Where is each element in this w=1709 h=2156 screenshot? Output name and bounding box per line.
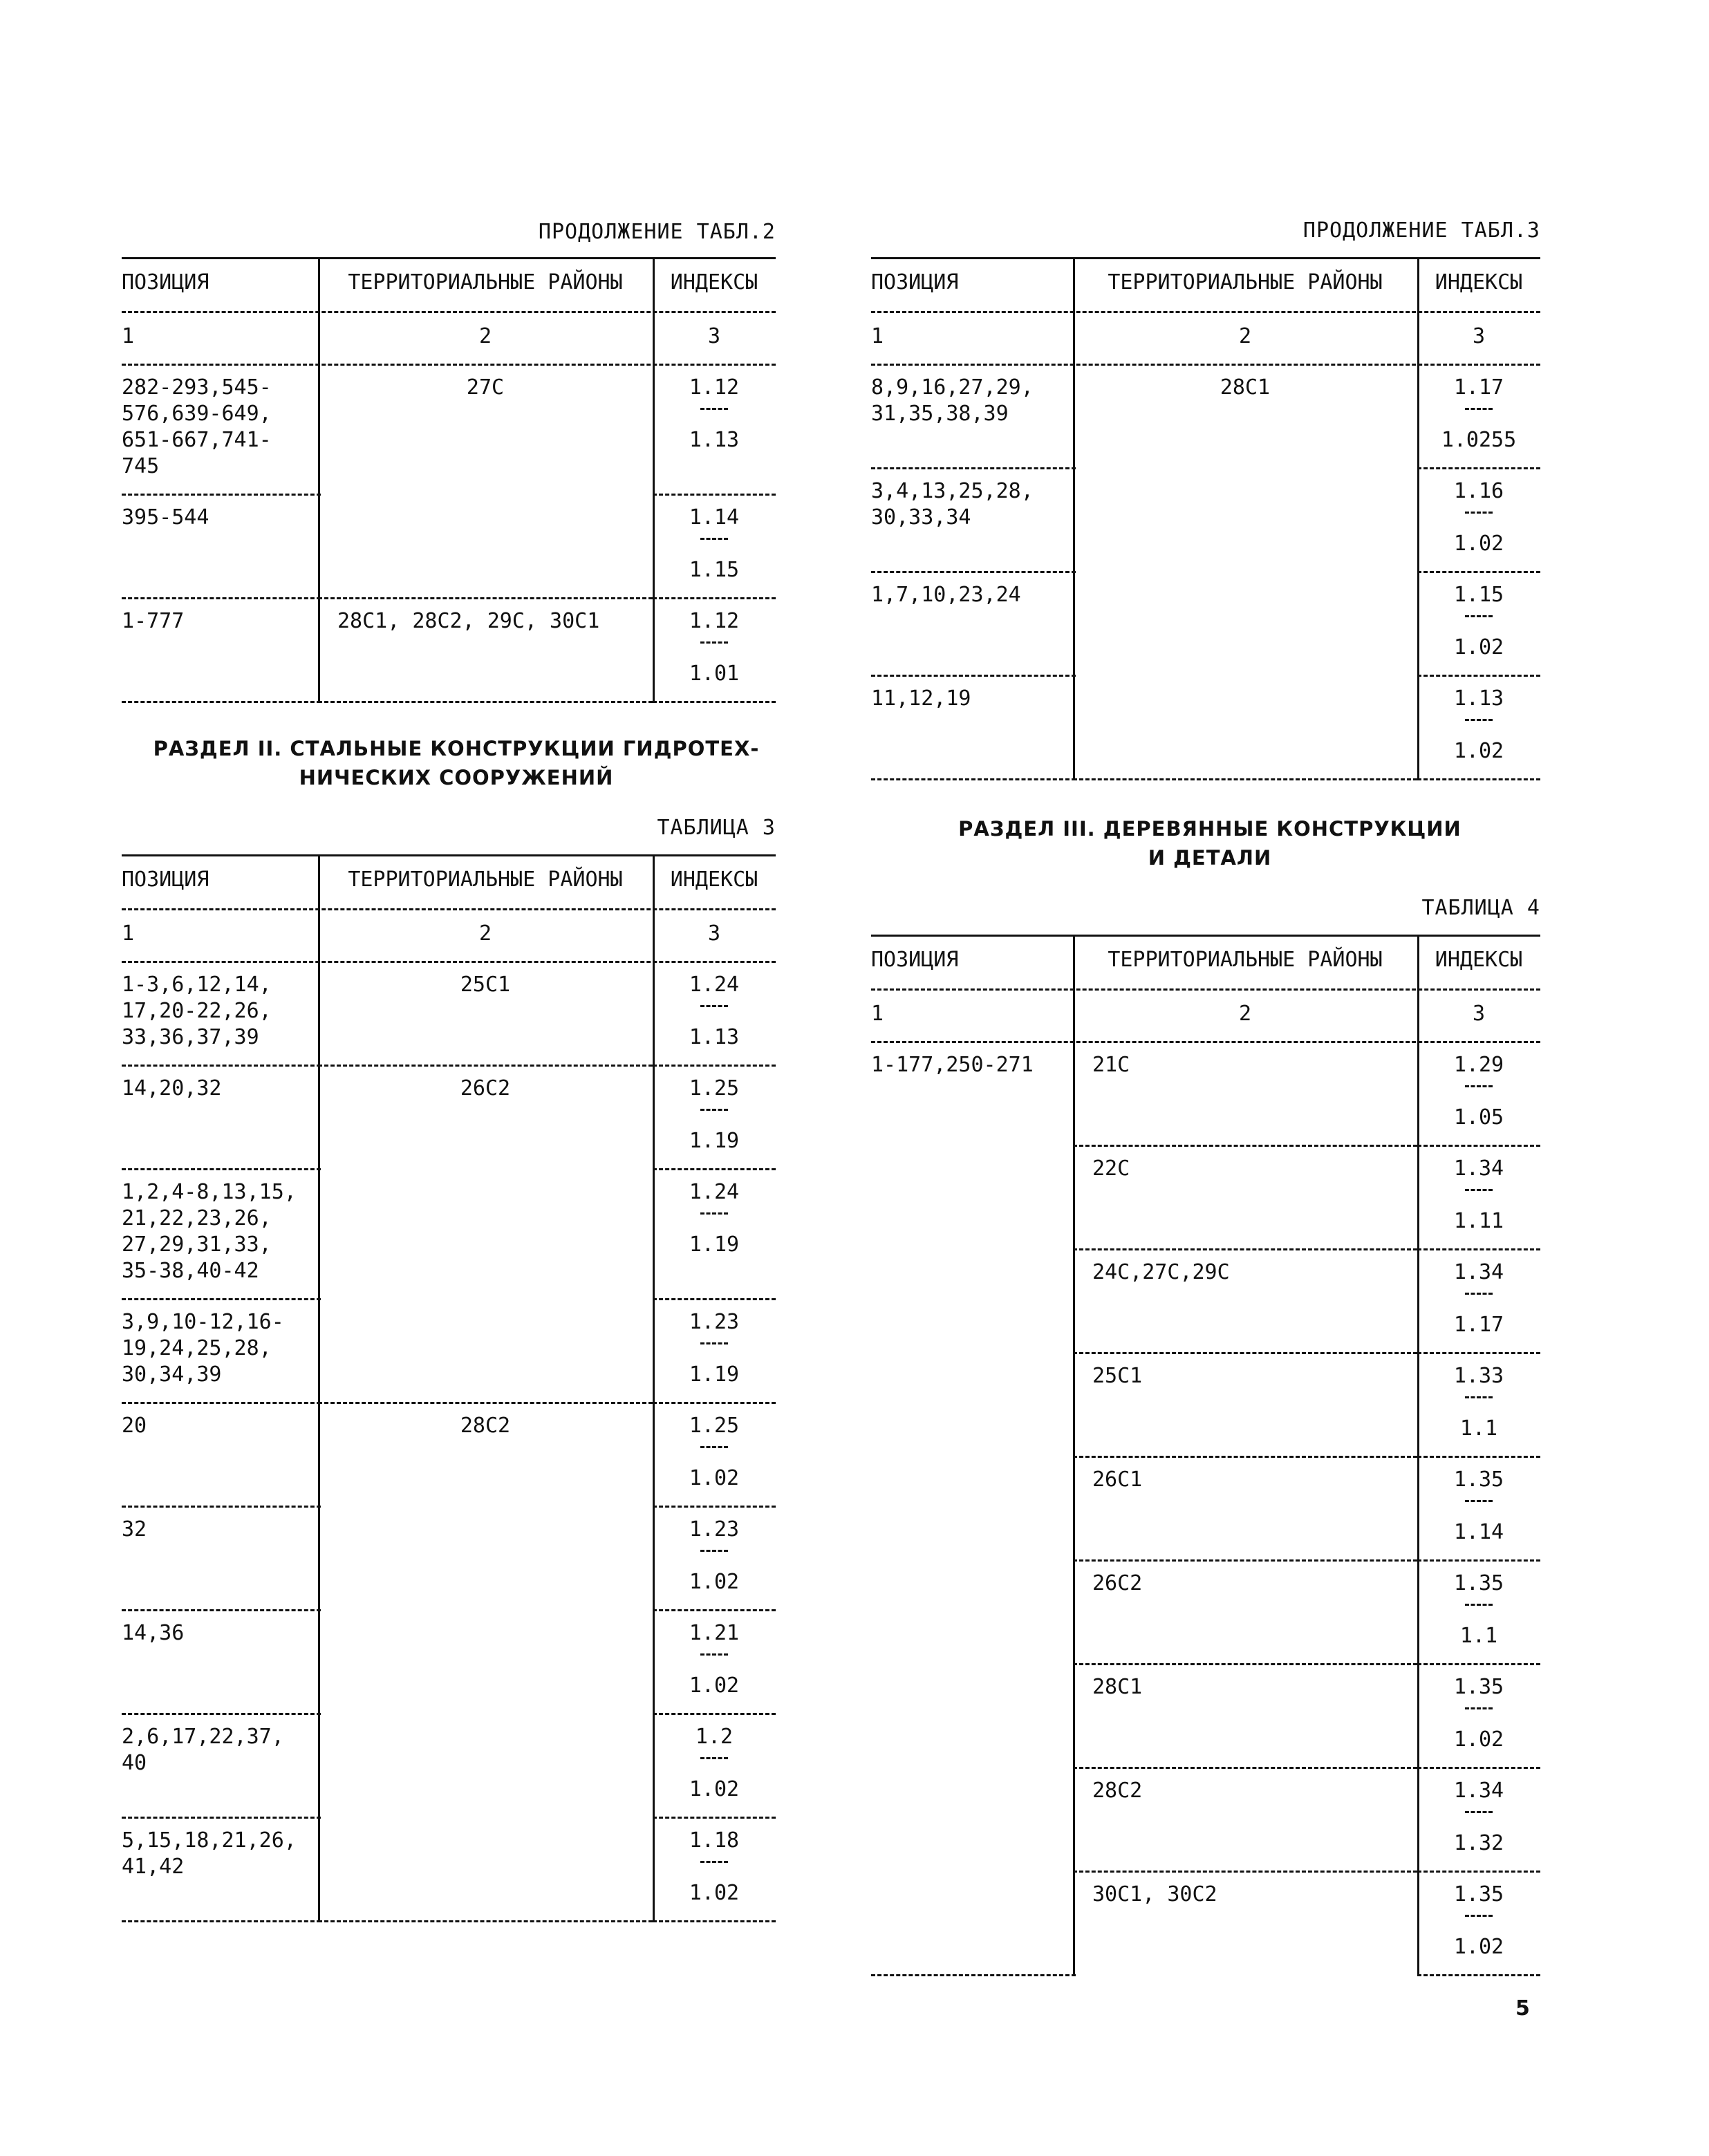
fraction-bar xyxy=(1465,1811,1493,1813)
index-value-bottom: 1.01 xyxy=(689,662,740,686)
column-number: 3 xyxy=(1472,1002,1486,1026)
table-top-rule xyxy=(871,935,1540,937)
row-separator xyxy=(653,1609,776,1611)
index-fraction xyxy=(1427,1571,1531,1653)
row-separator xyxy=(122,494,321,496)
index-value-bottom: 1.0255 xyxy=(1441,428,1517,452)
cell-position: 5,15,18,21,26, 41,42 xyxy=(122,1828,297,1879)
column-number-separator xyxy=(871,364,1540,366)
fraction-bar xyxy=(1465,1293,1493,1295)
index-value-bottom: 1.02 xyxy=(689,1570,740,1594)
index-fraction xyxy=(1427,1156,1531,1239)
row-separator xyxy=(318,1065,653,1067)
row-separator xyxy=(653,1402,776,1404)
row-separator xyxy=(653,597,776,599)
fraction-bar xyxy=(700,1550,728,1552)
row-separator xyxy=(122,1817,321,1819)
fraction-bar xyxy=(700,538,728,540)
index-value-top: 1.34 xyxy=(1453,1779,1504,1803)
cell-region: 28С1 xyxy=(1092,1675,1143,1699)
column-divider xyxy=(318,854,320,1922)
row-separator xyxy=(318,597,653,599)
section-heading-3-line2: И ДЕТАЛИ xyxy=(1148,846,1272,870)
table-top-rule xyxy=(122,854,776,856)
index-fraction xyxy=(1427,1882,1531,1965)
cell-position: 1-3,6,12,14, 17,20-22,26, 33,36,37,39 xyxy=(122,973,272,1049)
cell-position: 14,36 xyxy=(122,1621,185,1645)
index-value-bottom: 1.02 xyxy=(689,1777,740,1801)
index-fraction xyxy=(1427,375,1531,458)
cell-region: 25С1 xyxy=(460,973,511,997)
index-fraction xyxy=(662,972,766,1055)
cell-region: 28С1 xyxy=(1220,375,1271,400)
fraction-bar xyxy=(1465,1189,1493,1191)
row-separator xyxy=(122,1298,321,1300)
row-separator xyxy=(1073,1352,1417,1354)
fraction-bar xyxy=(1465,1915,1493,1917)
cell-region: 28С1, 28С2, 29С, 30С1 xyxy=(337,609,600,633)
index-value-bottom: 1.19 xyxy=(689,1232,740,1257)
table-top-rule xyxy=(871,257,1540,259)
index-value-top: 1.34 xyxy=(1453,1156,1504,1181)
table-bottom-rule xyxy=(318,1920,653,1922)
cell-position: 3,9,10-12,16- 19,24,25,28, 30,34,39 xyxy=(122,1310,284,1387)
index-value-bottom: 1.13 xyxy=(689,428,740,452)
column-header-regions: ТЕРРИТОРИАЛЬНЫЕ РАЙОНЫ xyxy=(348,270,623,294)
row-separator xyxy=(1417,467,1540,469)
section-heading-2 xyxy=(124,734,788,792)
column-number: 2 xyxy=(478,921,492,946)
index-value-top: 1.23 xyxy=(689,1517,740,1541)
fraction-bar xyxy=(700,1109,728,1111)
row-separator xyxy=(1417,1456,1540,1458)
row-separator xyxy=(1417,1145,1540,1147)
column-header-position: ПОЗИЦИЯ xyxy=(122,868,209,892)
row-separator xyxy=(1417,1663,1540,1665)
column-number-separator xyxy=(122,961,776,963)
column-divider xyxy=(653,257,655,702)
index-fraction xyxy=(1427,582,1531,665)
row-separator xyxy=(653,1168,776,1170)
index-fraction xyxy=(1427,1778,1531,1861)
fraction-bar xyxy=(1465,615,1493,617)
table-caption: ТАБЛИЦА 4 xyxy=(1421,896,1540,920)
index-value-bottom: 1.13 xyxy=(689,1025,740,1049)
index-fraction xyxy=(1427,1052,1531,1135)
column-number: 1 xyxy=(871,1002,884,1026)
page-number: 5 xyxy=(1515,1996,1530,2021)
table-bottom-rule xyxy=(1417,1974,1540,1976)
index-value-bottom: 1.1 xyxy=(1459,1624,1498,1648)
row-separator xyxy=(1417,571,1540,573)
section-heading-2-line1: РАЗДЕЛ II. СТАЛЬНЫЕ КОНСТРУКЦИИ ГИДРОТЕХ- xyxy=(153,737,760,760)
index-fraction xyxy=(1427,1467,1531,1550)
header-separator xyxy=(122,311,776,313)
row-separator xyxy=(1417,1559,1540,1562)
row-separator xyxy=(122,1402,321,1404)
table-bottom-rule xyxy=(871,778,1076,780)
index-value-bottom: 1.02 xyxy=(689,1881,740,1905)
index-value-bottom: 1.02 xyxy=(1453,1935,1504,1959)
row-separator xyxy=(653,1713,776,1715)
fraction-bar xyxy=(700,1005,728,1007)
table-bottom-rule xyxy=(122,1920,321,1922)
column-number: 3 xyxy=(707,324,721,348)
fraction-bar xyxy=(1465,1085,1493,1087)
fraction-bar xyxy=(1465,512,1493,514)
row-separator xyxy=(122,1713,321,1715)
cell-region: 26С2 xyxy=(1092,1571,1143,1595)
row-separator xyxy=(1417,675,1540,677)
cell-region: 24С,27С,29С xyxy=(1092,1260,1230,1284)
column-number: 1 xyxy=(122,324,135,348)
column-header-regions: ТЕРРИТОРИАЛЬНЫЕ РАЙОНЫ xyxy=(1108,948,1383,972)
column-number: 2 xyxy=(1238,324,1252,348)
fraction-bar xyxy=(1465,1604,1493,1606)
cell-position: 1,7,10,23,24 xyxy=(871,583,1021,607)
row-separator xyxy=(653,494,776,496)
column-header-regions: ТЕРРИТОРИАЛЬНЫЕ РАЙОНЫ xyxy=(1108,270,1383,294)
index-value-top: 1.25 xyxy=(689,1414,740,1438)
index-value-top: 1.35 xyxy=(1453,1675,1504,1699)
row-separator xyxy=(653,1817,776,1819)
table-bottom-rule xyxy=(653,1920,776,1922)
index-fraction xyxy=(662,1724,766,1807)
index-value-top: 1.18 xyxy=(689,1828,740,1853)
fraction-bar xyxy=(700,1861,728,1863)
index-value-top: 1.35 xyxy=(1453,1468,1504,1492)
column-header-indexes: ИНДЕКСЫ xyxy=(670,270,758,294)
index-value-bottom: 1.02 xyxy=(1453,739,1504,763)
index-fraction xyxy=(1427,1363,1531,1446)
index-value-bottom: 1.02 xyxy=(689,1466,740,1490)
index-value-top: 1.17 xyxy=(1453,375,1504,400)
section-heading-3-line1: РАЗДЕЛ III. ДЕРЕВЯННЫЕ КОНСТРУКЦИИ xyxy=(958,817,1461,841)
index-value-bottom: 1.02 xyxy=(689,1674,740,1698)
index-value-bottom: 1.32 xyxy=(1453,1831,1504,1855)
cell-position: 282-293,545- 576,639-649, 651-667,741- 745 xyxy=(122,375,272,478)
column-header-indexes: ИНДЕКСЫ xyxy=(1435,270,1523,294)
column-number-separator xyxy=(871,1041,1540,1043)
cell-position: 14,20,32 xyxy=(122,1076,222,1100)
column-header-regions: ТЕРРИТОРИАЛЬНЫЕ РАЙОНЫ xyxy=(348,868,623,892)
column-number: 3 xyxy=(1472,324,1486,348)
fraction-bar xyxy=(700,1653,728,1656)
table-bottom-rule xyxy=(122,701,321,703)
index-value-bottom: 1.11 xyxy=(1453,1209,1504,1233)
column-header-indexes: ИНДЕКСЫ xyxy=(670,868,758,892)
fraction-bar xyxy=(700,1342,728,1344)
index-fraction xyxy=(662,1517,766,1600)
column-header-position: ПОЗИЦИЯ xyxy=(871,270,959,294)
column-number: 2 xyxy=(1238,1002,1252,1026)
cell-region: 30С1, 30С2 xyxy=(1092,1882,1217,1906)
cell-position: 1,2,4-8,13,15, 21,22,23,26, 27,29,31,33, 35-38,40-42 xyxy=(122,1180,297,1283)
row-separator xyxy=(1417,1248,1540,1250)
fraction-bar xyxy=(1465,1707,1493,1709)
index-fraction xyxy=(1427,478,1531,561)
fraction-bar xyxy=(700,1446,728,1448)
index-value-bottom: 1.19 xyxy=(689,1129,740,1153)
index-value-top: 1.21 xyxy=(689,1621,740,1645)
row-separator xyxy=(1417,1352,1540,1354)
index-value-top: 1.24 xyxy=(689,1180,740,1204)
row-separator xyxy=(653,1298,776,1300)
index-value-bottom: 1.19 xyxy=(689,1362,740,1387)
cell-position: 32 xyxy=(122,1517,147,1541)
column-number: 3 xyxy=(707,921,721,946)
fraction-bar xyxy=(1465,1500,1493,1502)
fraction-bar xyxy=(700,1212,728,1215)
index-fraction xyxy=(662,1179,766,1262)
index-value-bottom: 1.02 xyxy=(1453,532,1504,556)
index-value-top: 1.12 xyxy=(689,609,740,633)
cell-position: 8,9,16,27,29, 31,35,38,39 xyxy=(871,375,1034,426)
index-value-top: 1.24 xyxy=(689,973,740,997)
row-separator xyxy=(871,467,1076,469)
index-fraction xyxy=(1427,1259,1531,1342)
row-separator xyxy=(122,1168,321,1170)
index-value-bottom: 1.1 xyxy=(1459,1416,1498,1441)
index-value-top: 1.35 xyxy=(1453,1571,1504,1595)
index-fraction xyxy=(662,375,766,458)
index-value-bottom: 1.02 xyxy=(1453,1727,1504,1752)
index-value-bottom: 1.02 xyxy=(1453,635,1504,659)
index-value-bottom: 1.17 xyxy=(1453,1313,1504,1337)
cell-region: 21С xyxy=(1092,1053,1130,1077)
section-heading-3 xyxy=(871,814,1549,872)
column-number-separator xyxy=(122,364,776,366)
row-separator xyxy=(1073,1248,1417,1250)
index-fraction xyxy=(662,1309,766,1392)
header-separator xyxy=(871,988,1540,991)
row-separator xyxy=(1073,1456,1417,1458)
row-separator xyxy=(653,1065,776,1067)
table-caption: ТАБЛИЦА 3 xyxy=(657,816,776,840)
index-value-top: 1.15 xyxy=(1453,583,1504,607)
index-fraction xyxy=(662,1620,766,1703)
row-separator xyxy=(122,1506,321,1508)
column-divider xyxy=(318,257,320,702)
row-separator xyxy=(122,597,321,599)
row-separator xyxy=(122,1065,321,1067)
fraction-bar xyxy=(1465,408,1493,410)
index-value-top: 1.33 xyxy=(1453,1364,1504,1388)
cell-region: 27С xyxy=(466,375,505,400)
cell-position: 1-177,250-271 xyxy=(871,1053,1034,1077)
table-caption: ПРОДОЛЖЕНИЕ ТАБЛ.3 xyxy=(1302,218,1540,243)
column-number: 1 xyxy=(122,921,135,946)
index-value-top: 1.34 xyxy=(1453,1260,1504,1284)
index-fraction xyxy=(662,505,766,588)
index-value-top: 1.16 xyxy=(1453,479,1504,503)
row-separator xyxy=(1073,1767,1417,1769)
header-separator xyxy=(871,311,1540,313)
row-separator xyxy=(653,1506,776,1508)
index-fraction xyxy=(1427,1674,1531,1757)
index-value-top: 1.14 xyxy=(689,505,740,529)
column-header-position: ПОЗИЦИЯ xyxy=(122,270,209,294)
table-bottom-rule xyxy=(1417,778,1540,780)
column-divider xyxy=(1417,257,1419,780)
fraction-bar xyxy=(700,641,728,644)
cell-position: 2,6,17,22,37, 40 xyxy=(122,1725,284,1775)
cell-position: 395-544 xyxy=(122,505,209,529)
fraction-bar xyxy=(1465,719,1493,721)
index-value-bottom: 1.05 xyxy=(1453,1105,1504,1129)
index-value-top: 1.25 xyxy=(689,1076,740,1100)
row-separator xyxy=(1073,1663,1417,1665)
index-fraction xyxy=(662,1413,766,1496)
header-separator xyxy=(122,908,776,910)
cell-region: 22С xyxy=(1092,1156,1130,1181)
index-value-top: 1.35 xyxy=(1453,1882,1504,1906)
column-number: 1 xyxy=(871,324,884,348)
cell-region: 26С2 xyxy=(460,1076,511,1100)
table-top-rule xyxy=(122,257,776,259)
row-separator xyxy=(1417,1871,1540,1873)
row-separator xyxy=(1073,1871,1417,1873)
index-value-bottom: 1.14 xyxy=(1453,1520,1504,1544)
table-bottom-rule xyxy=(1073,778,1417,780)
row-separator xyxy=(1073,1559,1417,1562)
column-divider xyxy=(653,854,655,1922)
table-bottom-rule xyxy=(871,1974,1076,1976)
index-fraction xyxy=(662,608,766,691)
column-divider xyxy=(1073,935,1075,1976)
index-value-top: 1.2 xyxy=(695,1725,734,1749)
cell-position: 3,4,13,25,28, 30,33,34 xyxy=(871,479,1034,529)
column-divider xyxy=(1073,257,1075,780)
index-value-bottom: 1.15 xyxy=(689,558,740,582)
cell-region: 28С2 xyxy=(1092,1779,1143,1803)
cell-region: 25С1 xyxy=(1092,1364,1143,1388)
cell-region: 28С2 xyxy=(460,1414,511,1438)
index-fraction xyxy=(662,1828,766,1911)
row-separator xyxy=(1073,1145,1417,1147)
index-value-top: 1.29 xyxy=(1453,1053,1504,1077)
column-header-indexes: ИНДЕКСЫ xyxy=(1435,948,1523,972)
section-heading-2-line2: НИЧЕСКИХ СООРУЖЕНИЙ xyxy=(299,766,614,789)
index-value-top: 1.23 xyxy=(689,1310,740,1334)
fraction-bar xyxy=(700,408,728,410)
table-bottom-rule xyxy=(318,701,653,703)
row-separator xyxy=(871,675,1076,677)
cell-position: 20 xyxy=(122,1414,147,1438)
index-value-top: 1.13 xyxy=(1453,686,1504,711)
table-caption: ПРОДОЛЖЕНИЕ ТАБЛ.2 xyxy=(538,220,776,244)
table-bottom-rule xyxy=(653,701,776,703)
index-fraction xyxy=(662,1076,766,1159)
row-separator xyxy=(122,1609,321,1611)
index-value-top: 1.12 xyxy=(689,375,740,400)
cell-position: 11,12,19 xyxy=(871,686,971,711)
fraction-bar xyxy=(1465,1396,1493,1398)
cell-region: 26С1 xyxy=(1092,1468,1143,1492)
fraction-bar xyxy=(700,1757,728,1759)
cell-position: 1-777 xyxy=(122,609,185,633)
row-separator xyxy=(1417,1767,1540,1769)
index-fraction xyxy=(1427,686,1531,769)
row-separator xyxy=(318,1402,653,1404)
column-header-position: ПОЗИЦИЯ xyxy=(871,948,959,972)
row-separator xyxy=(871,571,1076,573)
column-number: 2 xyxy=(478,324,492,348)
column-divider xyxy=(1417,935,1419,1976)
